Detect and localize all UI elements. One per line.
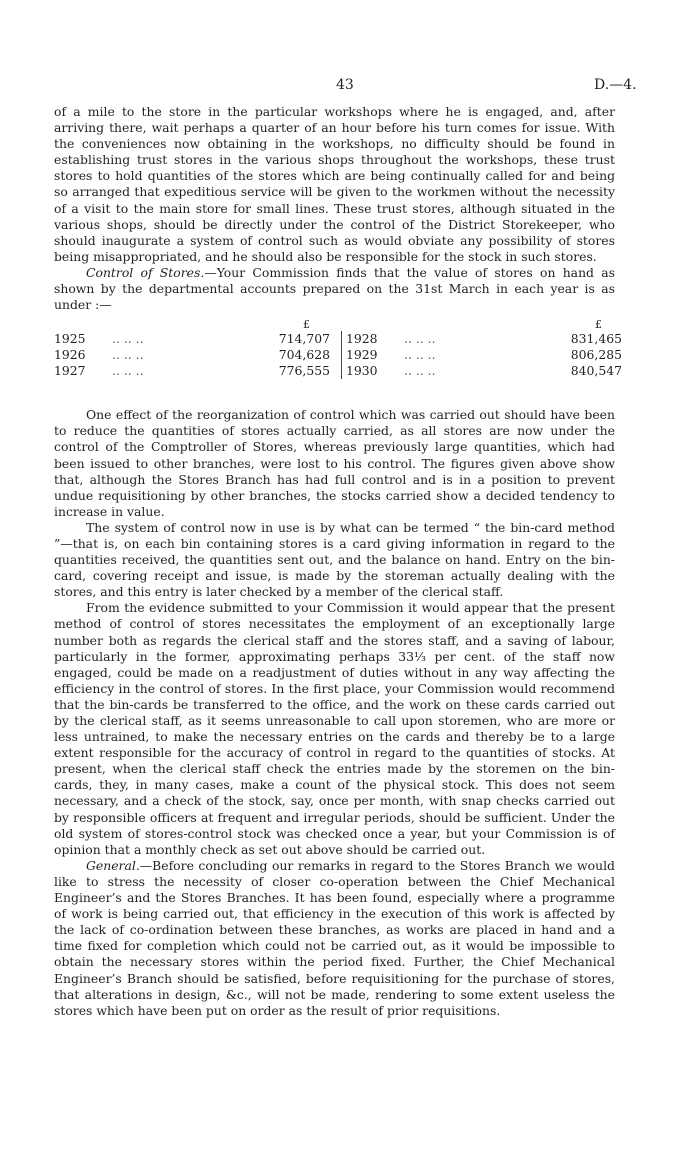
paragraph-control-of-stores-text: —Your Commission finds that the value of stores on hand as shown by the departmental accounts prepared on the 31st March in each year is as under :— (54, 264, 615, 313)
paragraph-evidence: From the evidence submitted to your Commission it would appear that the present method of control of stores necessitates the employment of an exceptionally large number both as regards the clerical staff and the stores staff, and a saving of labour, particularly in the former, approximating perhaps 33⅓ per cent. of the staff now engaged, could be made on a readjustment of duties without in any way affecting the efficiency in the control of stores. In the first place, your Commission would recommend that the bin-cards be transferred to the office, and the work on these cards carried out by the clerical staff, as it seems unreasonable to call upon storemen, who are more or less untrained, to make the necessary entries on the cards and thereby be to a large extent responsible for the accuracy of control in regard to the quantities of stocks. At present, when the clerical staff check the entries made by the storemen on the bin-cards, they, in many cases, make a count of the physical stock. This does not seem necessary, and a check of the stock, say, once per month, with snap checks carried out by responsible officers at frequent and irregular periods, should be sufficient. Under the old system of stores-control stock was checked once a year, but your Commission is of opinion that a monthly check as set out above should be carried out. (54, 600, 615, 857)
table-row (346, 331, 622, 347)
table-year: 1925 (54, 331, 86, 347)
table-year: 1929 (346, 347, 378, 363)
table-row (346, 363, 622, 379)
table-dots: .. .. .. (112, 347, 144, 363)
table-year: 1928 (346, 331, 378, 347)
table-dots: .. .. .. (404, 363, 436, 379)
paragraph-general (54, 858, 615, 1019)
heading-general: General. (86, 857, 140, 873)
table-dots: .. .. .. (404, 347, 436, 363)
table-row (54, 363, 330, 379)
table-year: 1930 (346, 363, 378, 379)
table-row (54, 347, 330, 363)
table-divider (341, 331, 342, 379)
table-value: 831,465 (570, 331, 622, 347)
currency-header: £ (303, 318, 310, 332)
table-dots: .. .. .. (112, 363, 144, 379)
table-dots: .. .. .. (404, 331, 436, 347)
table-value: 776,555 (278, 363, 330, 379)
currency-header: £ (595, 318, 602, 332)
heading-control-of-stores: Control of Stores. (86, 264, 205, 280)
table-value: 704,628 (278, 347, 330, 363)
page-number: 43 (336, 77, 354, 93)
table-value: 714,707 (278, 331, 330, 347)
table-value: 840,547 (570, 363, 622, 379)
table-year: 1927 (54, 363, 86, 379)
table-dots: .. .. .. (112, 331, 144, 347)
paragraph-control-of-stores (54, 265, 615, 313)
table-value: 806,285 (570, 347, 622, 363)
table-year: 1926 (54, 347, 86, 363)
document-reference: D.—4. (594, 77, 637, 93)
table-row (346, 347, 622, 363)
paragraph-general-text: —Before concluding our remarks in regard to the Stores Branch we would like to stress the necessity of closer co-operation between the Chief Mechanical Engineer’s and the Stores Branches. It has been found, especially where a programme of work is being carried out, that efficiency in the execution of this work is affected by the lack of co-ordination between these branches, as works are placed in hand and a time fixed for completion which could not be carried out, as it would be impossible to obtain the necessary stores within the period fixed. Further, the Chief Mechanical Engineer’s Branch should be satisfied, before requisitioning for the purchase of stores, that alterations in design, &c., will not be made, rendering to some extent useless the stores which have been put on order as the result of prior requisitions. (54, 857, 615, 1018)
stores-value-table (54, 317, 622, 407)
table-row (54, 331, 330, 347)
paragraph-bin-card-method: The system of control now in use is by what can be termed “ the bin-card method ”—that is, on each bin containing stores is a card giving information in regard to the quantities received, the quantities sent out, and the balance on hand. Entry on the bin-card, covering receipt and issue, is made by the storeman actually dealing with the stores, and this entry is later checked by a member of the clerical staff. (54, 519, 615, 600)
body-text (54, 104, 622, 1019)
paragraph-trust-stores: of a mile to the store in the particular workshops where he is engaged, and, after arriving there, wait perhaps a quarter of an hour before his turn comes for issue. With the conveniences now obtaining in the workshops, no difficulty should be found in establishing trust stores in the various shops throughout the workshops, these trust stores to hold quantities of the stores which are being continually called for and being so arranged that expeditious service will be given to the workmen without the necessity of a visit to the main store for small lines. These trust stores, although situated in the various shops, should be directly under the control of the District Storekeeper, who should inaugurate a system of control such as would obviate any possibility of stores being misappropriated, and he should also be responsible for the stock in such stores. (54, 104, 615, 264)
paragraph-reorganization: One effect of the reorganization of control which was carried out should have been to reduce the quantities of stores actually carried, as all stores are now under the control of the Comptroller of Stores, whereas previously large quantities, which had been issued to other branches, were lost to his control. The figures given above show that, although the Stores Branch has had full control and is in a position to prevent undue requisitioning by other branches, the stocks carried show a decided tendency to increase in value. (54, 407, 615, 519)
